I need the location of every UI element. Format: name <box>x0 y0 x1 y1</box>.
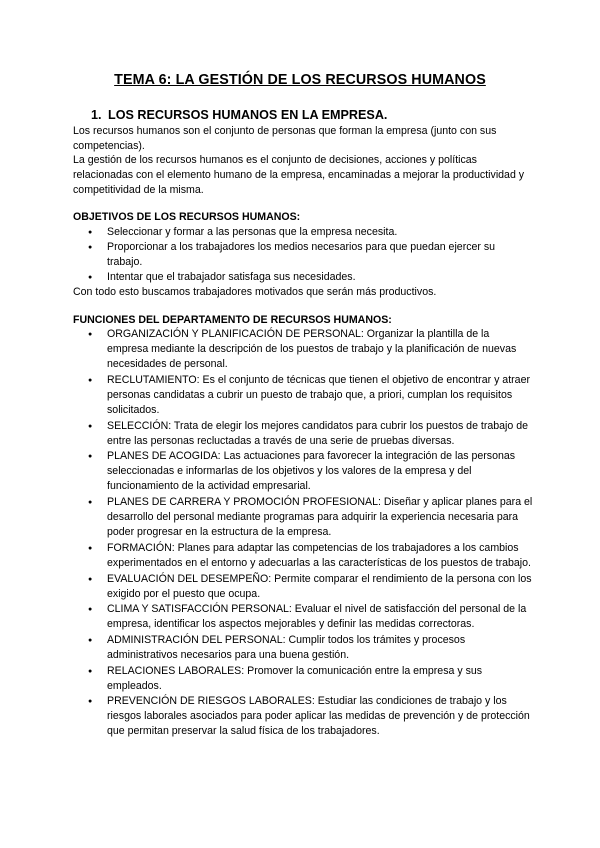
list-item: ● Seleccionar y formar a las personas que la empresa necesita. <box>73 225 533 240</box>
objetivos-heading: OBJETIVOS DE LOS RECURSOS HUMANOS: <box>73 211 301 223</box>
list-item: ● ORGANIZACIÓN Y PLANIFICACIÓN DE PERSONAL: Organizar la plantilla de la empresa mediante la descripción de los puestos de trabajo y la planificación de nuevas necesidades de personal. <box>73 327 533 372</box>
list-item: ● Intentar que el trabajador satisfaga sus necesidades. <box>73 270 533 285</box>
list-item: ● PREVENCIÓN DE RIESGOS LABORALES: Estudiar las condiciones de trabajo y los riesgos laborales asociados para poder aplicar las medidas de prevención y de protección que permitan preservar la salud física de los trabajadores. <box>73 694 533 739</box>
list-item: ● PLANES DE ACOGIDA: Las actuaciones para favorecer la integración de las personas seleccionadas e informarlas de los objetivos y los valores de la empresa y del funcionamiento de la actividad empresarial. <box>73 449 533 494</box>
section-1-number: 1. <box>91 108 102 122</box>
objetivos-list <box>73 225 533 285</box>
funciones-heading: FUNCIONES DEL DEPARTAMENTO DE RECURSOS HUMANOS: <box>73 314 392 326</box>
list-item: ● CLIMA Y SATISFACCIÓN PERSONAL: Evaluar el nivel de satisfacción del personal de la empresa, identificar los aspectos mejorables y definir las medidas correctoras. <box>73 602 533 632</box>
list-item: ● SELECCIÓN: Trata de elegir los mejores candidatos para cubrir los puestos de trabajo de entre las personas recluctadas a través de una serie de pruebas diversas. <box>73 419 533 449</box>
page-title: TEMA 6: LA GESTIÓN DE LOS RECURSOS HUMANOS <box>114 72 486 88</box>
objetivos-conclusion: Con todo esto buscamos trabajadores motivados que serán más productivos. <box>73 286 437 298</box>
list-item: ● ADMINISTRACIÓN DEL PERSONAL: Cumplir todos los trámites y procesos administrativos necesarios para una buena gestión. <box>73 633 533 663</box>
intro-paragraph-1: Los recursos humanos son el conjunto de personas que forman la empresa (junto con sus competencias). <box>73 125 497 153</box>
list-item: ● RECLUTAMIENTO: Es el conjunto de técnicas que tienen el objetivo de encontrar y atraer personas candidatas a cubrir un puesto de trabajo que, a priori, cumplan los requisitos solicitados. <box>73 373 533 418</box>
list-item: ● Proporcionar a los trabajadores los medios necesarios para que puedan ejercer su trabajo. <box>73 240 533 270</box>
section-1-title: LOS RECURSOS HUMANOS EN LA EMPRESA. <box>108 108 388 122</box>
funciones-list <box>73 327 533 740</box>
section-1-heading <box>91 108 387 122</box>
list-item: ● FORMACIÓN: Planes para adaptar las competencias de los trabajadores a los cambios experimentados en el entorno y adecuarlas a las características de los puestos de trabajo. <box>73 541 533 571</box>
list-item: ● RELACIONES LABORALES: Promover la comunicación entre la empresa y sus empleados. <box>73 664 533 694</box>
intro-paragraph-2: La gestión de los recursos humanos es el conjunto de decisiones, acciones y políticas relacionadas con el elemento humano de la empresa, encaminadas a mejorar la productividad y competitividad de la misma. <box>73 154 525 197</box>
list-item: ● EVALUACIÓN DEL DESEMPEÑO: Permite comparar el rendimiento de la persona con los exigido por el puesto que ocupa. <box>73 572 533 602</box>
list-item: ● PLANES DE CARRERA Y PROMOCIÓN PROFESIONAL: Diseñar y aplicar planes para el desarrollo del personal mediante programas para adquirir la experiencia necesaria para poder progresar en la estructura de la empresa. <box>73 495 533 540</box>
